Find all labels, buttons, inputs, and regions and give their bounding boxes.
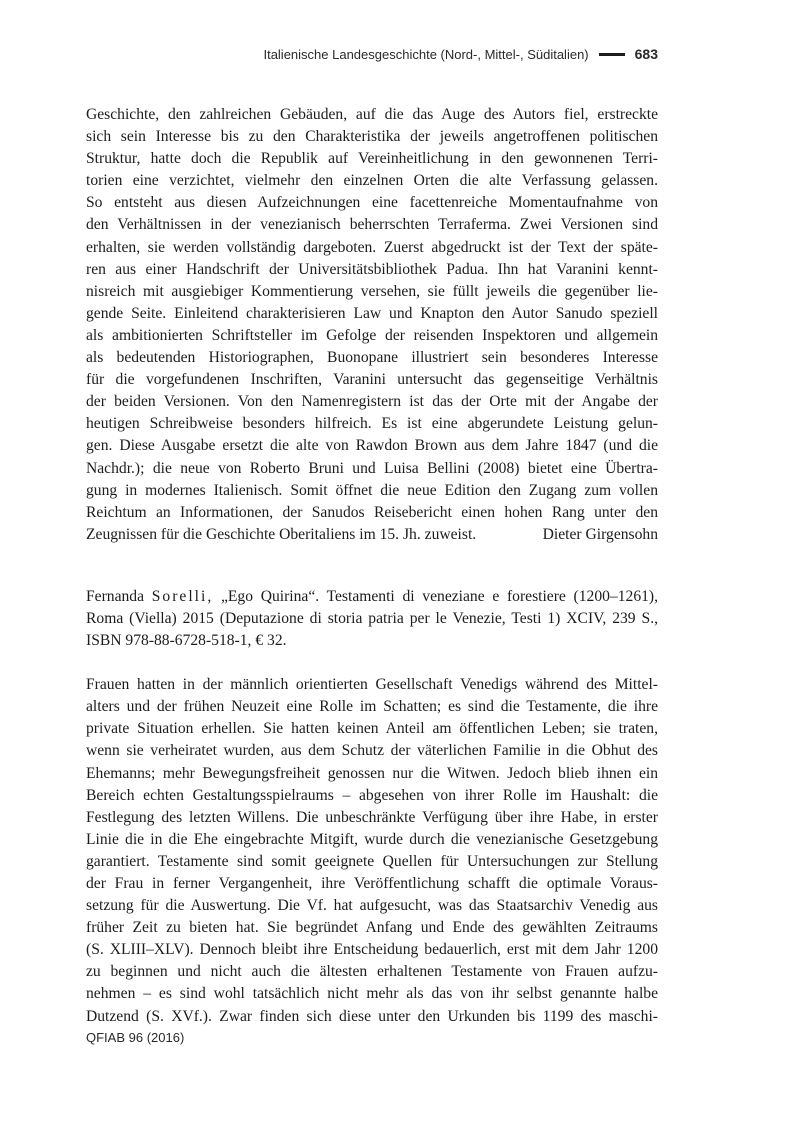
- section-gap: [86, 652, 658, 674]
- biblio-line-3: ISBN 978-88-6728-518-1, € 32.: [86, 632, 287, 650]
- running-title: Italienische Landesgeschichte (Nord-, Mittel-, Süditalien): [263, 46, 589, 62]
- text-line: Geschichte, den zahlreichen Gebäuden, auf die das Auge des Autors fiel, erstreckte: [86, 106, 658, 123]
- review-2-text: [86, 674, 658, 1028]
- text-line: Dutzend (S. XVf.). Zwar finden sich diese unter den Urkunden bis 1199 des maschi-: [86, 1007, 658, 1025]
- text-line: Nachdr.); die neue von Roberto Bruni und Luisa Bellini (2008) bietet eine Übertra-: [86, 459, 658, 477]
- author-first-name: Fernanda: [86, 587, 145, 605]
- text-line: der beiden Versionen. Von den Namenregistern ist das der Orte mit der Angabe der: [86, 393, 658, 411]
- text-line: Linie die in die Ehe eingebrachte Mitgift, wurde durch die venezianische Gesetzgebung: [86, 830, 658, 848]
- text-line: früher Zeit zu bieten hat. Sie begründet Anfang und Ende des gewählten Zeitraums: [86, 919, 658, 937]
- text-line: sich sein Interesse bis zu den Charakteristika der jeweils angetroffenen politischen: [86, 128, 658, 146]
- author-last-name: Sorelli,: [151, 587, 214, 605]
- text-line: ren aus einer Handschrift der Universitätsbibliothek Padua. Ihn hat Varanini kennt-: [86, 260, 658, 278]
- biblio-line-2: Roma (Viella) 2015 (Deputazione di storia patria per le Venezie, Testi 1) XCIV, 239 S.,: [86, 609, 658, 627]
- text-line: zu beginnen und nicht auch die ältesten erhaltenen Testamente von Frauen aufzu-: [86, 963, 658, 981]
- text-line: Bereich echten Gestaltungsspielraums – abgesehen von ihrer Rolle im Haushalt: die: [86, 786, 658, 804]
- text-line: Frauen hatten in der männlich orientierten Gesellschaft Venedigs während des Mittel-: [86, 676, 658, 694]
- text-line: gung in modernes Italienisch. Somit öffnet die neue Edition den Zugang zum vollen: [86, 481, 658, 499]
- reviewer-name: Dieter Girgensohn: [542, 525, 658, 543]
- text-line: erhalten, sie werden vollständig dargeboten. Zuerst abgedruckt ist der Text der späte-: [86, 238, 658, 256]
- text-line: (S. XLIII–XLV). Dennoch bleibt ihre Entscheidung bedauerlich, erst mit dem Jahr 1200: [86, 941, 658, 959]
- text-line: garantiert. Testamente sind somit geeignete Quellen für Untersuchungen zur Stellung: [86, 852, 658, 870]
- text-line: private Situation erhellen. Sie hatten keinen Anteil am öffentlichen Leben; sie traten,: [86, 720, 658, 738]
- text-line: gen. Diese Ausgabe ersetzt die alte von Rawdon Brown aus dem Jahre 1847 (und die: [86, 437, 658, 455]
- text-line: Ehemanns; mehr Bewegungsfreiheit genossen nur die Witwen. Jedoch blieb ihnen ein: [86, 764, 658, 782]
- running-header: [86, 44, 658, 64]
- text-line: Reichtum an Informationen, der Sanudos Reisebericht einen hohen Rang unter den: [86, 503, 658, 521]
- text-line: nehmen – es sind wohl tatsächlich nicht mehr als das von ihr selbst genannte halbe: [86, 985, 658, 1003]
- header-rule: [599, 53, 625, 56]
- text-line: wenn sie verheiratet wurden, aus dem Schutz der väterlichen Familie in die Obhut des: [86, 742, 658, 760]
- bibliographic-entry: [86, 586, 658, 652]
- review-1-text: [86, 104, 658, 524]
- text-line: als ambitionierten Schriftsteller im Gefolge der reisenden Inspektoren und allgemein: [86, 326, 658, 344]
- review-1-final-line: Zeugnissen für die Geschichte Oberitaliens im 15. Jh. zuweist.: [86, 525, 477, 543]
- book-title: „Ego Quirina“. Testamenti di veneziane e forestiere (1200–1261),: [220, 587, 659, 605]
- text-line: nisreich mit ausgiebiger Kommentierung versehen, sie füllt jeweils die gegenüber lie-: [86, 282, 658, 300]
- journal-footer: QFIAB 96 (2016): [86, 1030, 185, 1045]
- page-number: 683: [634, 46, 658, 62]
- text-line: als bedeutenden Historiographen, Buonopane illustriert sein besonderes Interesse: [86, 349, 658, 367]
- text-line: gende Seite. Einleitend charakterisieren Law und Knapton den Autor Sanudo speziell: [86, 304, 658, 322]
- text-line: der Frau in ferner Vergangenheit, ihre Veröffentlichung schafft die optimale Voraus-: [86, 875, 658, 892]
- biblio-line-1: [86, 586, 658, 608]
- page-body: [86, 104, 658, 1028]
- review-1-closing: [86, 524, 658, 546]
- text-line: setzung für die Auswertung. Die Vf. hat aufgesucht, was das Staatsarchiv Venedig aus: [86, 897, 658, 915]
- text-line: torien eine verzichtet, vielmehr den einzelnen Orten die alte Verfassung gelassen.: [86, 172, 658, 190]
- section-gap: [86, 546, 658, 586]
- text-line: Festlegung des letzten Willens. Die unbeschränkte Verfügung über ihre Habe, in erster: [86, 808, 658, 826]
- text-line: heutigen Schreibweise besonders hilfreich. Es ist eine abgerundete Leistung gelun-: [86, 415, 658, 433]
- text-line: So entsteht aus diesen Aufzeichnungen eine facettenreiche Momentaufnahme von: [86, 194, 658, 212]
- text-line: für die vorgefundenen Inschriften, Varanini untersucht das gegenseitige Verhältnis: [86, 371, 658, 389]
- text-line: den Verhältnissen in der venezianisch beherrschten Terraferma. Zwei Versionen sind: [86, 216, 658, 234]
- text-line: Struktur, hatte doch die Republik auf Vereinheitlichung in den gewonnenen Terri-: [86, 150, 658, 168]
- text-line: alters und der frühen Neuzeit eine Rolle im Schatten; es sind die Testamente, die ihre: [86, 698, 658, 716]
